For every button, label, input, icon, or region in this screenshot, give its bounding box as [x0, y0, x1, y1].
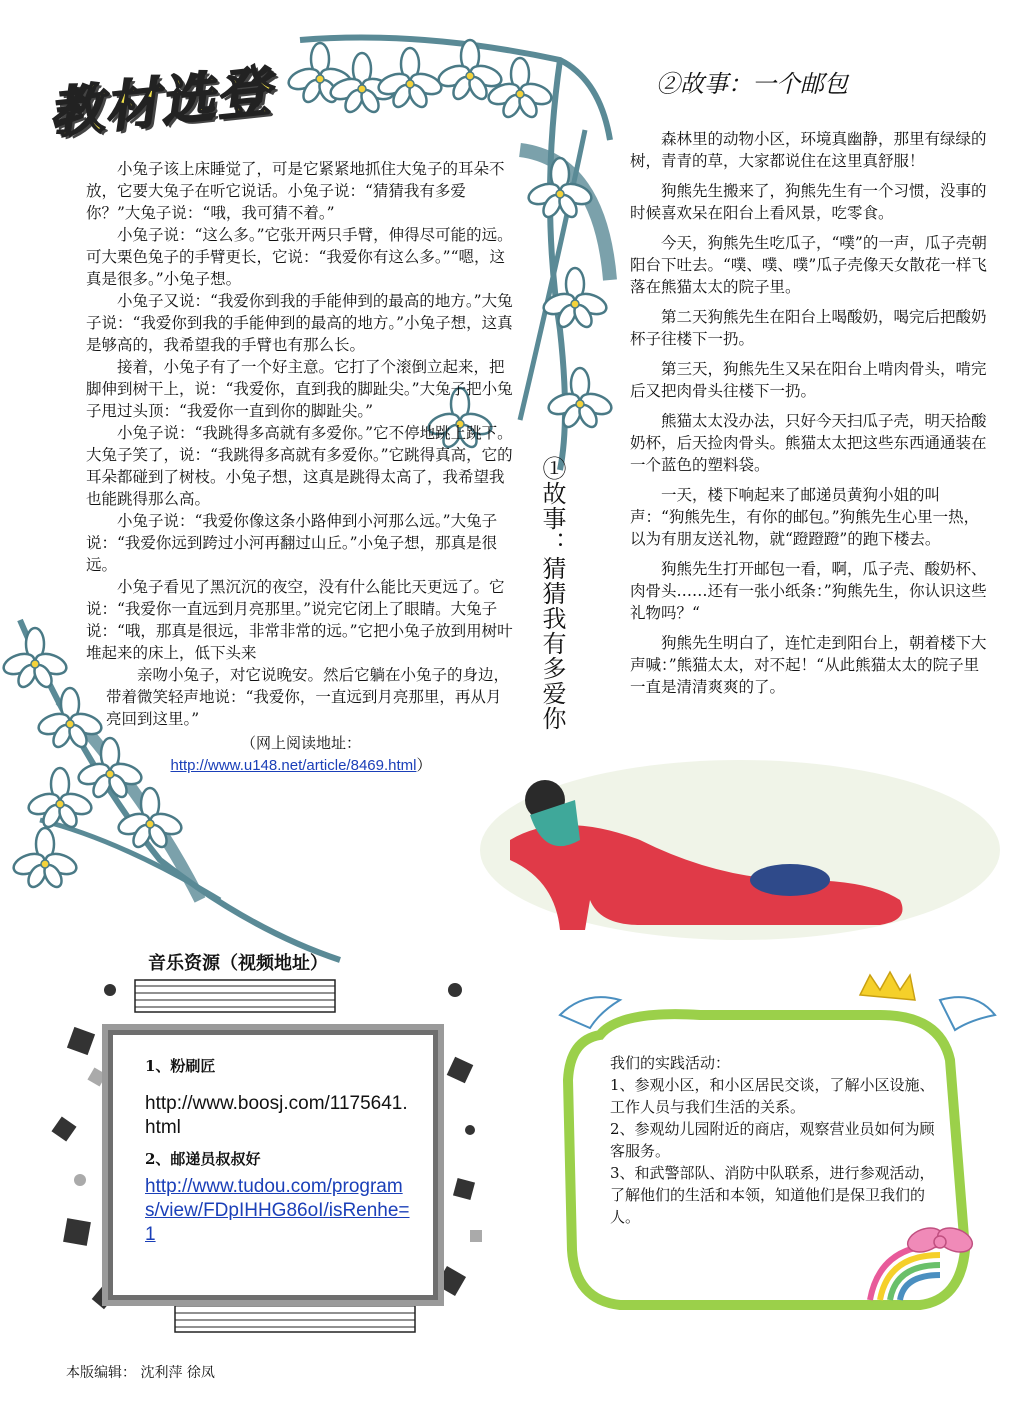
- source-label: （网上阅读地址：: [240, 734, 361, 752]
- story2-text: [630, 128, 992, 706]
- story2-paragraph: 狗熊先生搬来了，狗熊先生有一个习惯，没事的时候喜欢呆在阳台上看风景，吃零食。: [630, 182, 987, 222]
- story2-paragraph: 森林里的动物小区，环境真幽静，那里有绿绿的树，青青的草，大家都说住在这里真舒服！: [630, 130, 987, 170]
- story2-paragraph: 今天，狗熊先生吃瓜子，“噗”的一声，瓜子壳朝阳台下吐去。“噗、噗、噗”瓜子壳像天女散花一样飞落在熊猫太太的院子里。: [630, 234, 987, 296]
- column-banner: 教材选登: [45, 59, 276, 146]
- story2-paragraph: 熊猫太太没办法，只好今天扫瓜子壳，明天拾酸奶杯，后天捡肉骨头。熊猫太太把这些东西通通装在一个蓝色的塑料袋。: [630, 412, 987, 474]
- story1-paragraph: 小兔子该上床睡觉了，可是它紧紧地抓住大兔子的耳朵不放，它要大兔子在听它说话。小兔子说：“猜猜我有多爱你？”大兔子说：“哦，我可猜不着。”: [86, 160, 505, 222]
- story1-vertical-title: ①故事：猜猜我有多爱你: [538, 456, 566, 731]
- music-item2-label: 2、邮递员叔叔好: [145, 1150, 261, 1168]
- music-item1-url[interactable]: http://www.boosj.com/1175641.html: [145, 1093, 408, 1138]
- story1-paragraph: 小兔子说：“我爱你像这条小路伸到小河那么远。”大兔子说：“我爱你远到跨过小河再翻过山丘。”小兔子想，那真是很远。: [86, 512, 498, 574]
- source-link[interactable]: http://www.u148.net/article/8469.html: [170, 757, 417, 774]
- practice-title: 我们的实践活动：: [610, 1054, 731, 1072]
- music-item1-label: 1、粉刷匠: [145, 1057, 216, 1075]
- music-section-title: 音乐资源（视频地址）: [148, 953, 328, 974]
- practice-item: 2、参观幼儿园附近的商店，观察营业员如何为顾客服务。: [610, 1120, 935, 1160]
- story1-paragraph: 接着，小兔子有了一个好主意。它打了个滚倒立起来，把脚伸到树干上，说：“我爱你，直到我的脚趾尖。”大兔子把小兔子甩过头顶：“我爱你一直到你的脚趾尖。”: [86, 358, 513, 420]
- editor-credit: 本版编辑： 沈利萍 徐凤: [66, 1365, 215, 1381]
- story1-paragraph: 亲吻小兔子，对它说晚安。然后它躺在小兔子的身边，带着微笑轻声地说：“我爱你，一直远到月亮那里，再从月亮回到这里。”: [106, 666, 510, 728]
- practice-item: 1、参观小区，和小区居民交谈，了解小区设施、工作人员与我们生活的关系。: [610, 1076, 935, 1116]
- story2-paragraph: 一天，楼下响起来了邮递员黄狗小姐的叫声：“狗熊先生，有你的邮包。”狗熊先生心里一热，以为有朋友送礼物，就“蹬蹬蹬”的跑下楼去。: [630, 486, 980, 548]
- story1-paragraph: 小兔子又说：“我爱你到我的手能伸到的最高的地方。”大兔子说：“我爱你到我的手能伸到的最高的地方。”小兔子想，这真是够高的，我希望我的手臂也有那么长。: [86, 292, 513, 354]
- music-box: [108, 1030, 438, 1300]
- story1-text: [86, 158, 516, 777]
- practice-item: 3、和武警部队、消防中队联系，进行参观活动，了解他们的生活和本领，知道他们是保卫我们的人。: [610, 1164, 935, 1226]
- music-item2-link[interactable]: http://www.tudou.com/programs/view/FDpIHHG86oI/isRenhe=1: [145, 1176, 410, 1245]
- story2-paragraph: 第三天，狗熊先生又呆在阳台上啃肉骨头，啃完后又把肉骨头往楼下一扔。: [630, 360, 987, 400]
- story1-paragraph: 小兔子说：“我跳得多高就有多爱你。”它不停地跳上跳下。大兔子笑了，说：“我跳得多高就有多爱你。”它跳得真高，它的耳朵都碰到了树枝。小兔子想，这真是跳得太高了，我希望我也能跳得那么高。: [86, 424, 513, 508]
- story2-paragraph: 第二天狗熊先生在阳台上喝酸奶，喝完后把酸奶杯子往楼下一扔。: [630, 308, 987, 348]
- source-close: ）: [416, 756, 432, 774]
- story2-title: ②故事：一个邮包: [656, 70, 848, 98]
- story1-paragraph: 小兔子看见了黑沉沉的夜空，没有什么能比天更远了。它说：“我爱你一直远到月亮那里。”说完它闭上了眼睛。大兔子说：“哦，那真是很远，非常非常的远。”它把小兔子放到用树叶堆起来的床上，低下头来: [86, 578, 513, 662]
- story1-paragraph: 小兔子说：“这么多。”它张开两只手臂，伸得尽可能的远。可大栗色兔子的手臂更长，它说：“我爱你有这么多。”“嗯，这真是很多。”小兔子想。: [86, 226, 513, 288]
- practice-box: [610, 1052, 935, 1228]
- story2-paragraph: 狗熊先生打开邮包一看，啊，瓜子壳、酸奶杯、肉骨头……还有一张小纸条：”狗熊先生，你认识这些礼物吗？“: [630, 560, 987, 622]
- story1-source: [86, 732, 516, 777]
- story2-paragraph: 狗熊先生明白了，连忙走到阳台上，朝着楼下大声喊：”熊猫太太，对不起！“从此熊猫太太的院子里一直是清清爽爽的了。: [630, 634, 987, 696]
